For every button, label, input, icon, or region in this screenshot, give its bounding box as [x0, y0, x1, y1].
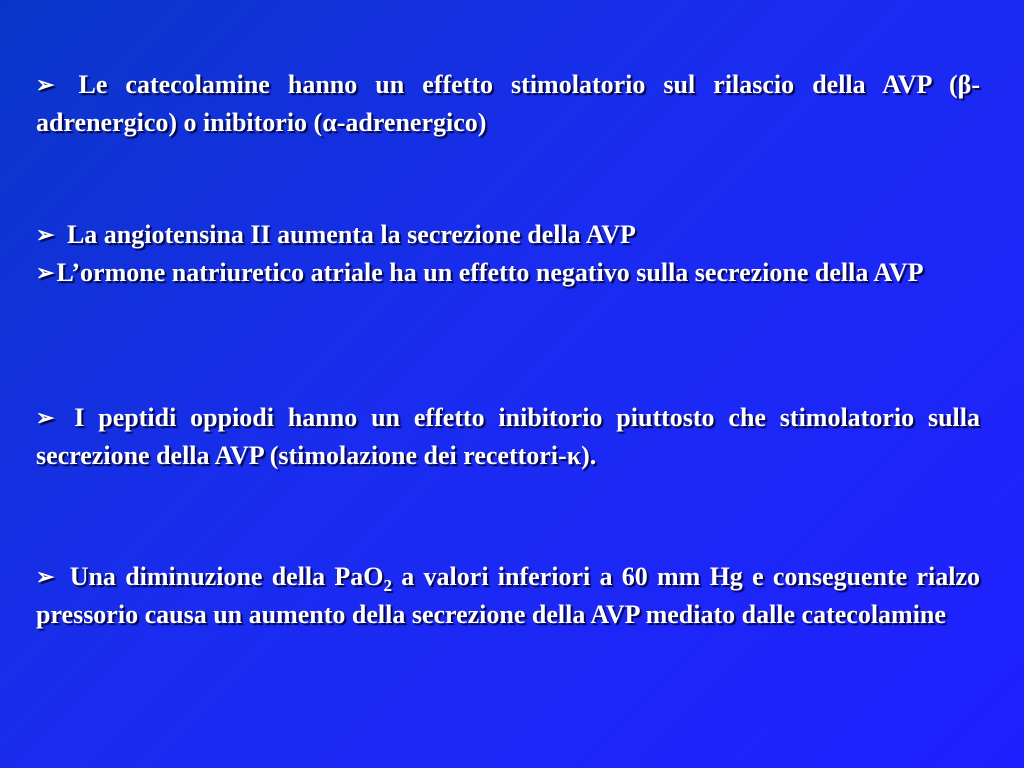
bullet-peptidi-oppiodi — [36, 399, 980, 474]
bullet-ormone-natriuretico — [36, 254, 980, 292]
bullet-text: Le catecolamine hanno un effetto stimolatorio sul rilascio della AVP (β-adrenergico) o inibitorio (α-adrenergico) — [36, 70, 980, 137]
bullet-text-before: Una diminuzione della PaO — [60, 562, 384, 591]
arrow-bullet-icon: ➢ — [36, 405, 55, 430]
arrow-bullet-icon: ➢ — [36, 222, 55, 247]
arrow-bullet-icon: ➢ — [36, 72, 55, 97]
arrow-bullet-icon: ➢ — [36, 260, 55, 285]
bullet-angiotensina — [36, 216, 980, 254]
bullet-text-after: a valori inferiori a 60 mm Hg e conseguente rialzo pressorio causa un aumento della secrezione della AVP mediato dalle catecolamine — [36, 562, 980, 629]
bullet-text: I peptidi oppiodi hanno un effetto inibitorio piuttosto che stimolatorio sulla secrezione della AVP (stimolazione dei recettori-κ). — [36, 403, 980, 470]
bullet-catecolamine — [36, 66, 980, 141]
arrow-bullet-icon: ➢ — [36, 564, 55, 589]
bullet-text: La angiotensina II aumenta la secrezione della AVP — [60, 220, 636, 249]
subscript-2: 2 — [383, 576, 393, 595]
bullet-pao2 — [36, 558, 980, 633]
bullet-group-angiotensina — [36, 216, 980, 292]
bullet-text: L’ormone natriuretico atriale ha un effetto negativo sulla secrezione della AVP — [56, 258, 924, 287]
